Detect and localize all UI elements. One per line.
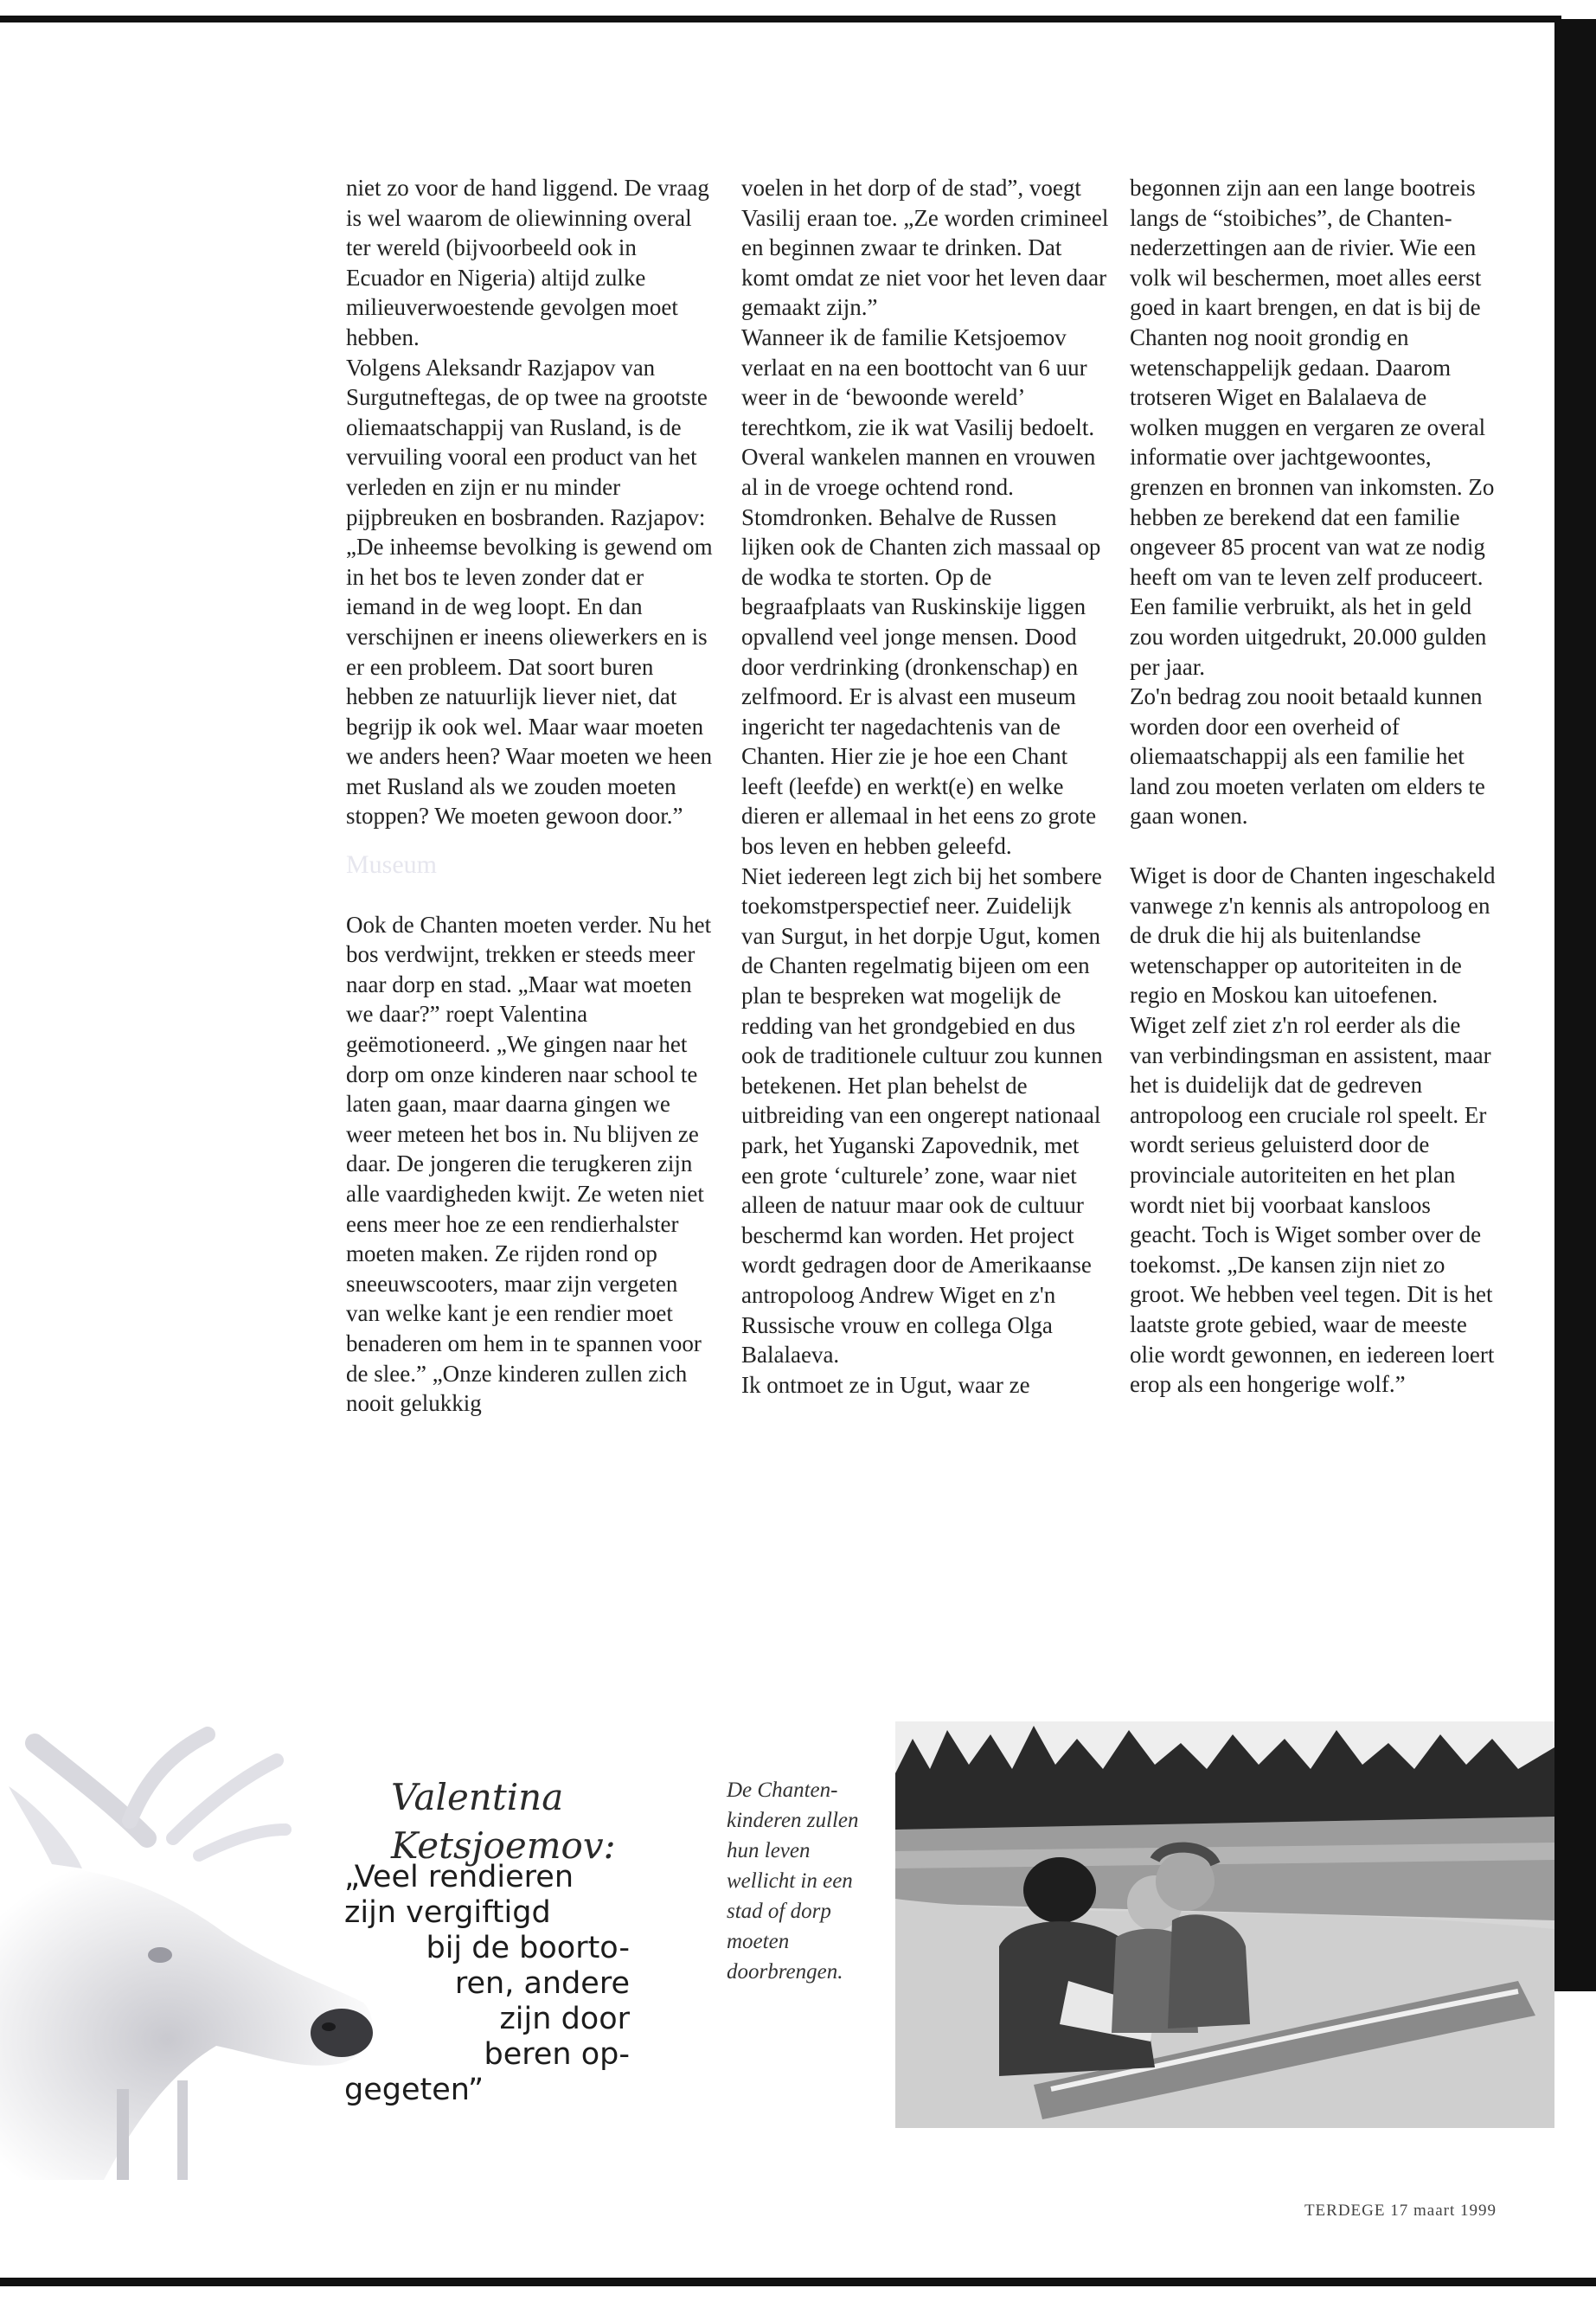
children-by-river-photo [895,1721,1554,2128]
paragraph: begonnen zijn aan een lange bootreis langs de “stoibiches”, de Chanten-nederzettingen aan de rivier. Wie een volk wil beschermen, moet alles eerst goed in kaart brengen, en dat is bij de Chanten nog nooit grondig en wetenschappelijk gedaan. Daarom trotseren Wiget en Balalaeva de wolken muggen en vergaren ze overal informatie over jachtgewoontes, grenzen en bronnen van inkomsten. Zo hebben ze berekend dat een familie ongeveer 85 procent van wat ze nodig heeft om van te leven zelf produceert. Een familie verbruikt, als het in geld zou worden uitgedrukt, 20.000 gulden per jaar. [1130,175,1495,680]
article-column-1 [346,173,714,1419]
quote-line: „Veel rendieren [344,1860,574,1894]
quote-speaker-first-name: Valentina [391,1776,564,1818]
quote-line: zijn door [499,2002,630,2036]
quote-speaker-name [391,1773,651,1870]
bottom-border-rule [0,2278,1596,2286]
quote-line: beren op- [484,2037,630,2072]
paragraph: Zo'n bedrag zou nooit betaald kunnen worden door een overheid of oliemaatschappij als een familie het land zou moeten verlaten om elders te gaan wonen. [1130,683,1485,830]
quote-line: bij de boorto- [426,1931,630,1965]
paragraph: Wiget is door de Chanten ingeschakeld vanwege z'n kennis als antropoloog en de druk die hij als buitenlandse wetenschapper op autoriteiten in de regio en Moskou kan uitoefenen. Wiget zelf ziet z'n rol eerder als die van verbindingsman en assistent, maar het is duidelijk dat de gedreven antropoloog een cruciale rol speelt. Er wordt serieus geluisterd door de provinciale autoriteiten en het plan wordt niet bij voorbaat kansloos geacht. Toch is Wiget somber over de toekomst. „De kansen zijn niet zo groot. We hebben veel tegen. Dit is het laatste grote gebied, waar de meeste olie wordt gewonnen, en iedereen loert erop als een hongerige wolf.” [1130,862,1496,1398]
pull-quote [344,1860,630,2108]
quote-line: gegeten” [344,2073,484,2107]
paragraph: Ook de Chanten moeten verder. Nu het bos verdwijnt, trekken er steeds meer naar dorp en stad. „Maar wat moeten we daar?” roept Valentina geëmotioneerd. „We gingen naar het dorp om onze kinderen naar school te laten gaan, maar daarna gingen we weer meteen het bos in. Nu blijven ze daar. De jongeren die terugkeren zijn alle vaardigheden kwijt. Ze weten niet eens meer hoe ze een rendierhalster moeten maken. Ze rijden rond op sneeuwscooters, maar zijn vergeten van welke kant je een rendier moet benaderen om hem in te spannen voor de slee.” „Onze kinderen zullen zich nooit gelukkig [346,911,712,1417]
paragraph: Niet iedereen legt zich bij het sombere toekomstperspectief neer. Zuidelijk van Surgut, in het dorpje Ugut, komen de Chanten regelmatig bijeen om een plan te bespreken wat mogelijk de redding van het grondgebied en dus ook de traditionele cultuur zou kunnen betekenen. Het plan behelst de uitbreiding van een ongerept nationaal park, het Yuganski Zapovednik, met een grote ‘culturele’ zone, waar niet alleen de natuur maar ook de cultuur beschermd kan worden. Het project wordt gedragen door de Amerikaanse antropoloog Andrew Wiget en z'n Russische vrouw en collega Olga Balalaeva. [741,862,1103,1368]
subheading-museum: Museum [346,850,437,880]
photo-caption: De Chanten-kinderen zullen hun leven wellicht in een stad of dorp moeten doorbrengen. [727,1779,859,1984]
page-footer: TERDEGE 17 maart 1999 [1304,2202,1497,2220]
quote-speaker-last-name: Ketsjoemov: [391,1824,616,1867]
paragraph: voelen in het dorp of de stad”, voegt Vasilij eraan toe. „Ze worden crimineel en beginnen zwaar te drinken. Dat komt omdat ze niet voor het leven daar gemaakt zijn.” [741,175,1109,321]
paragraph: Wanneer ik de familie Ketsjoemov verlaat en na een boottocht van 6 uur weer in de ‘bewoonde wereld’ terechtkom, zie ik wat Vasilij bedoelt. Overal wankelen mannen en vrouwen al in de vroege ochtend rond. Stomdronken. Behalve de Russen lijken ook de Chanten zich massaal op de wodka te storten. Op de begraafplaats van Ruskinskije liggen opvallend veel jonge mensen. Dood door verdrinking (dronkenschap) en zelfmoord. Er is alvast een museum ingericht ter nagedachtenis van de Chanten. Hier zie je hoe een Chant leeft (leefde) en werkt(e) en welke dieren er allemaal in het eens zo grote bos leven en hebben geleefd. [741,324,1101,860]
quote-line: zijn vergiftigd [344,1895,551,1930]
paragraph: Ik ontmoet ze in Ugut, waar ze [741,1371,1030,1398]
top-border-rule [0,16,1561,22]
paragraph: Volgens Aleksandr Razjapov van Surgutneftegas, de op twee na grootste oliemaatschappij van Rusland, is de vervuiling vooral een product van het verleden en zijn er nu minder pijpbreuken en bosbranden. Razjapov: „De inheemse bevolking is gewend om in het bos te leven zonder dat er iemand in de weg loopt. En dan verschijnen er ineens oliewerkers en is er een probleem. Dat soort buren hebben ze natuurlijk liever niet, dat begrijp ik ook wel. Maar waar moeten we anders heen? Waar moeten we heen met Rusland als we zouden moeten stoppen? We moeten gewoon door.” [346,354,713,830]
paragraph: niet zo voor de hand liggend. De vraag is wel waarom de oliewinning overal ter wereld (bijvoorbeeld ook in Ecuador en Nigeria) altijd zulke milieuverwoestende gevolgen moet hebben. [346,175,709,350]
right-border-rule [1554,19,1596,1991]
quote-line: ren, andere [454,1966,630,2001]
paragraph-gap [1130,831,1497,861]
article-column-2 [741,173,1109,1400]
article-column-3 [1130,173,1497,1400]
